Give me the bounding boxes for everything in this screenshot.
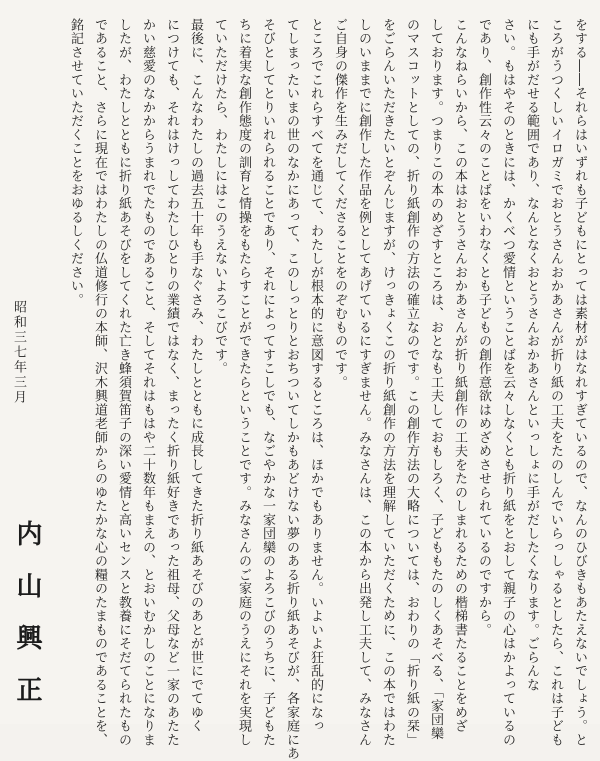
- text-column: そびとしてとりいれられることであり、それによってすこしでも、なごやかな一家団欒のよろこびのうちに、子どもた: [260, 18, 275, 747]
- text-column: ていただけたら、わたしにはこのうえないよろこびです。: [212, 18, 227, 376]
- text-column: をごらんいただきたいとぞんじますが、けっきょくこの折り紙創作の方法を理解していただくために、この本ではわた: [380, 18, 395, 747]
- text-column: につけても、それはけっしてわたしひとりの業績ではなく、まったく折り紙好きであった祖母、父母など一家のあたた: [164, 18, 179, 747]
- text-column: ころがうつくしいイロガミでおとうさんおかあさんが折り紙の工夫をたのしんでいらっしゃるとしたら、これは子ども: [548, 18, 563, 747]
- text-column: にも手がだせる範囲であり、なんとなくおとうさんおかあさんといっしょに手がだしたくなります。ごらんな: [524, 18, 539, 692]
- text-column: であること、さらに現在ではわたしの仏道修行の本師、沢木興道老師からのゆたかな心の糧のたまものであることを、: [92, 18, 107, 747]
- text-column: かい慈愛のなかからうまれでたものであること、そしてそれはもはや二十数年もまえの、とおいむかしのことになりま: [140, 18, 155, 747]
- text-column: さい。もはやそのときには、かくべつ愛情ということばを云々しなくとも折り紙をとおして親子の心はかよっているの: [500, 18, 515, 747]
- text-column: をする――それらはいずれも子どもにとっては素材がはなれすぎているので、なんのひびきもあたえないでしょう。と: [572, 18, 587, 747]
- text-column: しております。つまりこの本のめざすところは、おとなも工夫しておもしろく、子どももたのしくあそべる、「家団欒: [428, 18, 443, 741]
- text-column: ご自身の傑作を生みだしてくださることをのぞむものです。: [332, 18, 347, 390]
- text-column: であり、創作性云々のことばをいわなくとも子どもの創作意欲はめざめさせられているのですから。: [476, 18, 491, 637]
- text-column: てしまったいまの世のなかにあって、このしっとりとおちついてしかもあどけない夢のある折り紙あそびが、各家庭にあ: [284, 18, 299, 761]
- text-column: ちに着実な創作態度の訓育と情操をもたらすことができたらということです。みなさんのご家庭のうえにそれを実現し: [236, 18, 251, 747]
- author-name: 内山興正: [12, 520, 42, 728]
- text-column: しのいままでに創作した作品を例としてあげているにすぎません。みなさんは、この本から出発し工夫して、みなさん: [356, 18, 371, 747]
- text-column: 最後に、こんなわたしの過去五十年も手なぐさみ、わたしとともに成長してきた折り紙あそびのあとが世にでてゆく: [188, 18, 203, 733]
- text-column: こんなねらいから、この本はおとうさんおかあさんが折り紙創作の工夫をたのしまれるための楷梯書たることをめざ: [452, 18, 467, 733]
- text-column: のマスコットとしての、折り紙創作の方法の確立なのです。この創作方法の大略については、おわりの「折り紙の栞」: [404, 18, 419, 747]
- text-column: したが、わたしとともに折り紙あそびをしてくれた亡き蜂須賀笛子の深い愛情と高いセンスと教養にそだてられたもの: [116, 18, 131, 747]
- text-column: 銘記させていただくことをおゆるしください。: [68, 18, 83, 307]
- text-column: ところでこれらすべてを通じて、わたしが根本的に意図するところは、ほかでもありません。いよいよ狂乱的になっ: [308, 18, 323, 733]
- date-line: 昭和三七年三月: [11, 300, 26, 405]
